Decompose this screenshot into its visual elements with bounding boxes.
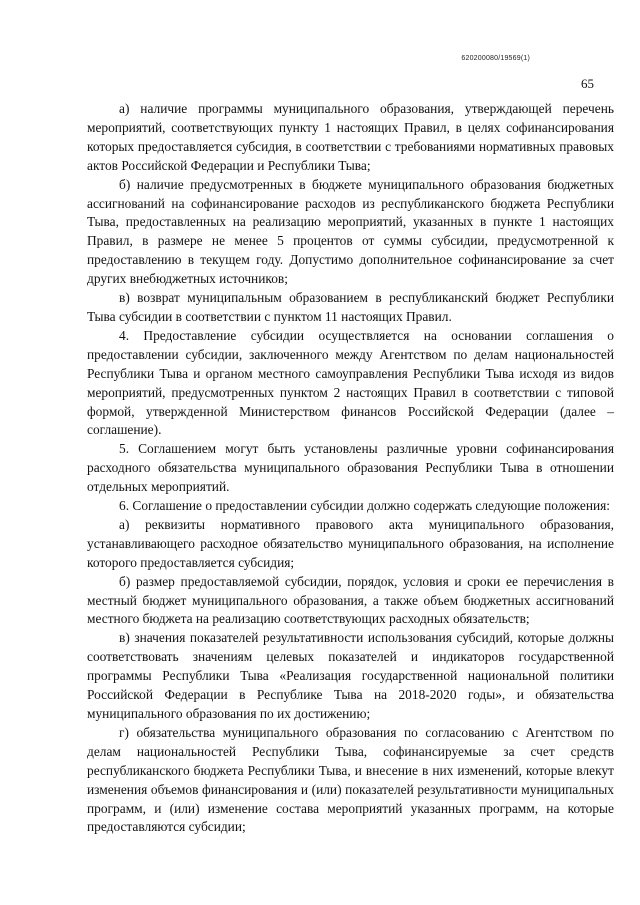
paragraph-clause-6-item-v: в) значения показателей результативности использования субсидий, которые должны соответствовать значениям целевых показателей и индикаторов государственной программы Республики Тыва «Реализация государственной национальной политики Российской Федерации в Республике Тыва на 2018-2020 годы», и обязательства муниципального образования по их достижению; <box>87 630 614 721</box>
paragraph-clause-6: 6. Соглашение о предоставлении субсидии должно содержать следующие положения: <box>119 498 611 514</box>
page-number: 65 <box>581 76 594 91</box>
paragraph-item-a-program: а) наличие программы муниципального образования, утверждающей перечень мероприятий, соответствующих пункту 1 настоящих Правил, в целях софинансирования которых предоставляется субсидия, в соответствии с требованиями нормативных правовых актов Российской Федерации и Республики Тыва; <box>87 101 614 173</box>
paragraph-clause-5: 5. Соглашением могут быть установлены различные уровни софинансирования расходного обязательства муниципального образования Республики Тыва в отношении отдельных мероприятий. <box>87 441 614 495</box>
paragraph-item-v-return: в) возврат муниципальным образованием в республиканский бюджет Республики Тыва субсидии в соответствии с пунктом 11 настоящих Правил. <box>87 290 614 324</box>
paragraph-clause-6-item-a: а) реквизиты нормативного правового акта муниципального образования, устанавливающего расходное обязательство муниципального образования, на исполнение которого предоставляется субсидия; <box>87 516 614 570</box>
paragraph-clause-6-item-b: б) размер предоставляемой субсидии, порядок, условия и сроки ее перечисления в местный бюджет муниципального образования, а также объем бюджетных ассигнований местного бюджета на реализацию соответствующих расходных обязательств; <box>87 573 614 627</box>
document-id: 620200080/19569(1) <box>461 55 530 62</box>
document-body <box>87 100 614 837</box>
paragraph-item-b-budget: б) наличие предусмотренных в бюджете муниципального образования бюджетных ассигнований на софинансирование расходов из республиканского бюджета Республики Тыва, предоставленных на реализацию мероприятий, указанных в пункте 1 настоящих Правил, в размере не менее 5 процентов от суммы субсидии, предусмотренной к предоставлению в текущем году. Допустимо дополнительное софинансирование за счет других внебюджетных источников; <box>87 176 614 287</box>
paragraph-clause-4: 4. Предоставление субсидии осуществляется на основании соглашения о предоставлении субсидии, заключенного между Агентством по делам национальностей Республики Тыва и органом местного самоуправления Республики Тыва исходя из видов мероприятий, предусмотренных пунктом 2 настоящих Правил в соответствии с типовой формой, утвержденной Министерством финансов Российской Федерации (далее – соглашение). <box>87 327 614 438</box>
paragraph-clause-6-item-g: г) обязательства муниципального образования по согласованию с Агентством по делам национальностей Республики Тыва, софинансируемые за счет средств республиканского бюджета Республики Тыва, и внесение в них изменений, которые влекут изменения объемов финансирования и (или) показателей результативности муниципальных программ, и (или) изменение состава мероприятий указанных программ, на которые предоставляются субсидии; <box>87 724 614 835</box>
